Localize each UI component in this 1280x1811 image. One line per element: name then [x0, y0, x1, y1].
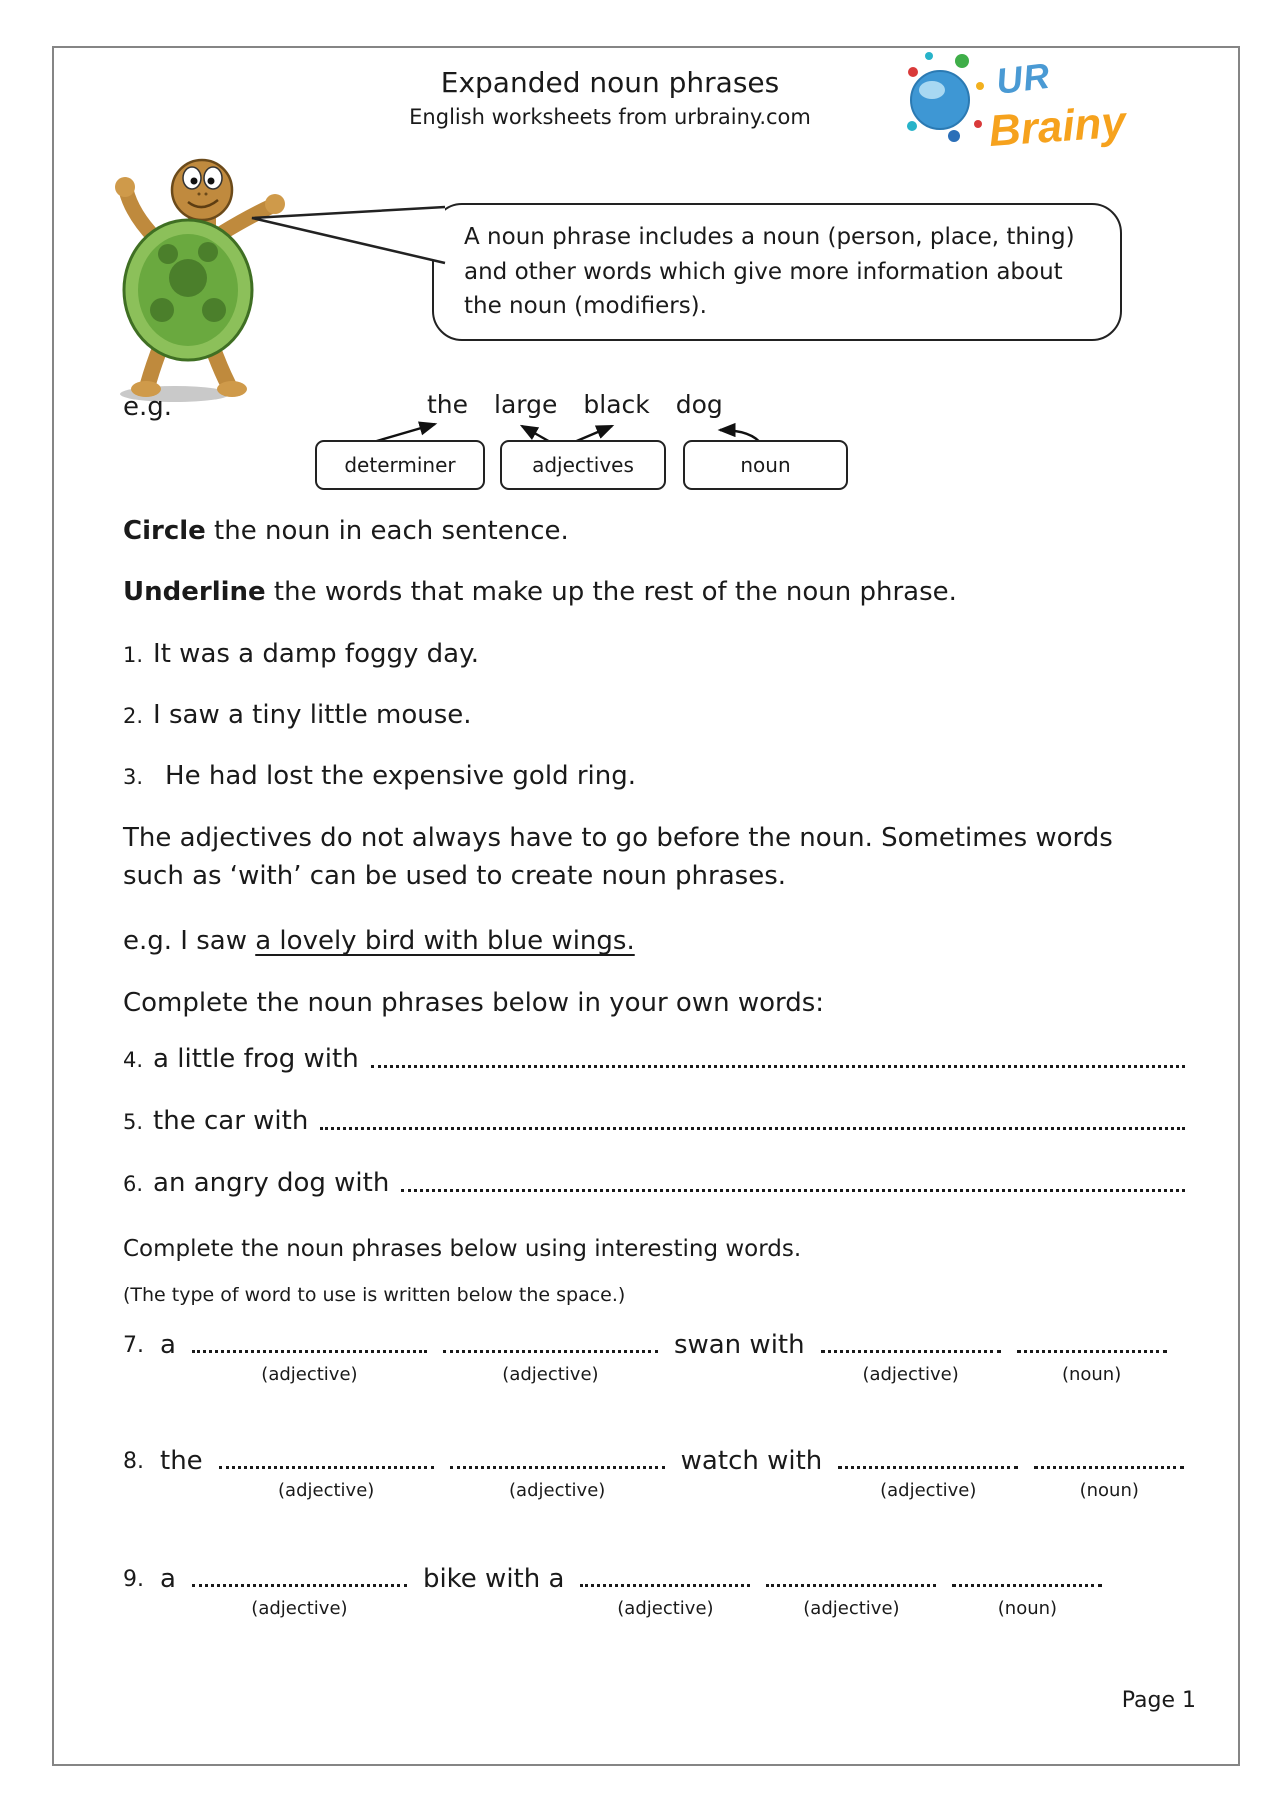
page-subtitle: English worksheets from urbrainy.com	[409, 105, 811, 129]
word-class-label: adjectives	[532, 453, 634, 477]
item-number: 6.	[123, 1172, 144, 1196]
answer-line	[320, 1127, 1185, 1130]
answer-blank	[1034, 1466, 1184, 1501]
instruction-circle-rest: the noun in each sentence.	[205, 516, 569, 546]
sentence-text: I saw a tiny little mouse.	[153, 700, 472, 730]
sentence-text: It was a damp foggy day.	[153, 639, 480, 669]
logo-dot-icon	[907, 121, 917, 131]
explanation-paragraph: The adjectives do not always have to go before the noun. Sometimes words such as ‘with’ can be used to create noun phrases.	[123, 823, 1113, 891]
item-number: 4.	[123, 1048, 144, 1072]
instruction-underline-rest: the words that make up the rest of the noun phrase.	[265, 577, 957, 607]
page-number: Page 1	[1121, 1688, 1196, 1713]
example-word: the	[427, 390, 469, 419]
sentence-number: 2.	[123, 704, 144, 728]
answer-blank	[219, 1466, 434, 1501]
logo-text-brainy: Brainy	[987, 97, 1128, 156]
example-sentence-with	[123, 926, 635, 956]
item-number: 7.	[123, 1333, 144, 1358]
example-word: dog	[675, 390, 723, 419]
word-type-label: (noun)	[1079, 1480, 1139, 1501]
word-type-label: (adjective)	[509, 1480, 606, 1501]
instruction-circle-keyword: Circle	[123, 516, 206, 546]
urbrainy-logo	[898, 46, 1163, 161]
sentence-item	[123, 761, 636, 791]
logo-dot-icon	[948, 130, 960, 142]
logo-dot-icon	[925, 52, 933, 60]
answer-line	[401, 1189, 1185, 1192]
item-stem: a little frog with	[153, 1044, 359, 1074]
logo-dot-icon	[908, 67, 918, 77]
header	[280, 66, 940, 129]
instruction-underline	[123, 577, 957, 607]
answer-blank	[1017, 1350, 1167, 1385]
instruction-underline-keyword: Underline	[123, 577, 266, 607]
instruction-circle	[123, 516, 569, 546]
word-type-label: (adjective)	[617, 1598, 714, 1619]
example2-underlined-phrase: a lovely bird with blue wings.	[255, 926, 635, 956]
complete-instruction-2: Complete the noun phrases below using interesting words.	[123, 1236, 802, 1262]
word-type-label: (noun)	[1061, 1364, 1122, 1385]
item-number: 9.	[123, 1567, 144, 1592]
word-type-label: (adjective)	[251, 1598, 348, 1619]
item-stem: the car with	[153, 1106, 309, 1136]
example-word: black	[583, 390, 650, 419]
word-class-box-adjectives	[500, 440, 666, 490]
sentence-number: 3.	[123, 765, 144, 789]
word-class-label: determiner	[344, 453, 456, 477]
structured-item	[123, 1564, 1102, 1619]
word-type-label: (adjective)	[278, 1480, 375, 1501]
item-number: 5.	[123, 1110, 144, 1134]
item-word: a	[160, 1564, 176, 1594]
speech-bubble-tail	[200, 185, 450, 285]
sentence-number: 1.	[123, 643, 144, 667]
item-stem: an angry dog with	[153, 1168, 390, 1198]
item-number: 8.	[123, 1449, 144, 1474]
logo-dot-icon	[955, 54, 969, 68]
logo-dot-icon	[976, 82, 984, 90]
word-type-label: (adjective)	[880, 1480, 977, 1501]
structured-item	[123, 1446, 1184, 1501]
word-class-box-determiner	[315, 440, 485, 490]
item-word: the	[160, 1446, 203, 1476]
sentence-text: He had lost the expensive gold ring.	[165, 761, 636, 791]
answer-blank	[580, 1584, 750, 1619]
complete-instruction-1: Complete the noun phrases below in your own words:	[123, 988, 825, 1018]
word-type-label: (noun)	[997, 1598, 1058, 1619]
answer-blank	[192, 1350, 427, 1385]
word-class-label: noun	[740, 453, 791, 477]
example-word: large	[494, 390, 558, 419]
sentence-item	[123, 700, 472, 730]
speech-bubble	[432, 203, 1122, 341]
structured-item	[123, 1330, 1167, 1385]
answer-blank	[192, 1584, 407, 1619]
item-word: bike with a	[422, 1564, 565, 1594]
logo-globe-highlight	[919, 81, 945, 99]
answer-blank	[450, 1466, 665, 1501]
logo-text-ur: UR	[993, 54, 1053, 102]
sentence-item	[123, 639, 479, 669]
speech-bubble-text: A noun phrase includes a noun (person, place, thing) and other words which give more information about the noun (modifiers).	[464, 224, 1075, 319]
example2-lead: e.g. I saw	[123, 926, 256, 956]
answer-blank	[838, 1466, 1018, 1501]
logo-globe-icon	[911, 71, 969, 129]
word-type-label: (adjective)	[862, 1364, 959, 1385]
item-word: a	[160, 1330, 176, 1360]
answer-blank	[443, 1350, 658, 1385]
fill-in-item	[123, 1168, 1185, 1198]
answer-blank	[766, 1584, 936, 1619]
word-type-note: (The type of word to use is written below the space.)	[123, 1284, 626, 1306]
answer-line	[371, 1065, 1185, 1068]
fill-in-item	[123, 1106, 1185, 1136]
word-type-label: (adjective)	[502, 1364, 599, 1385]
word-class-box-noun	[683, 440, 848, 490]
example-label: e.g.	[123, 392, 173, 422]
answer-blank	[821, 1350, 1001, 1385]
item-word: swan with	[673, 1330, 805, 1360]
word-type-label: (adjective)	[803, 1598, 900, 1619]
word-type-label: (adjective)	[261, 1364, 358, 1385]
item-word: watch with	[680, 1446, 823, 1476]
fill-in-item	[123, 1044, 1185, 1074]
logo-dot-icon	[974, 120, 982, 128]
answer-blank	[952, 1584, 1102, 1619]
page-title: Expanded noun phrases	[440, 66, 780, 99]
